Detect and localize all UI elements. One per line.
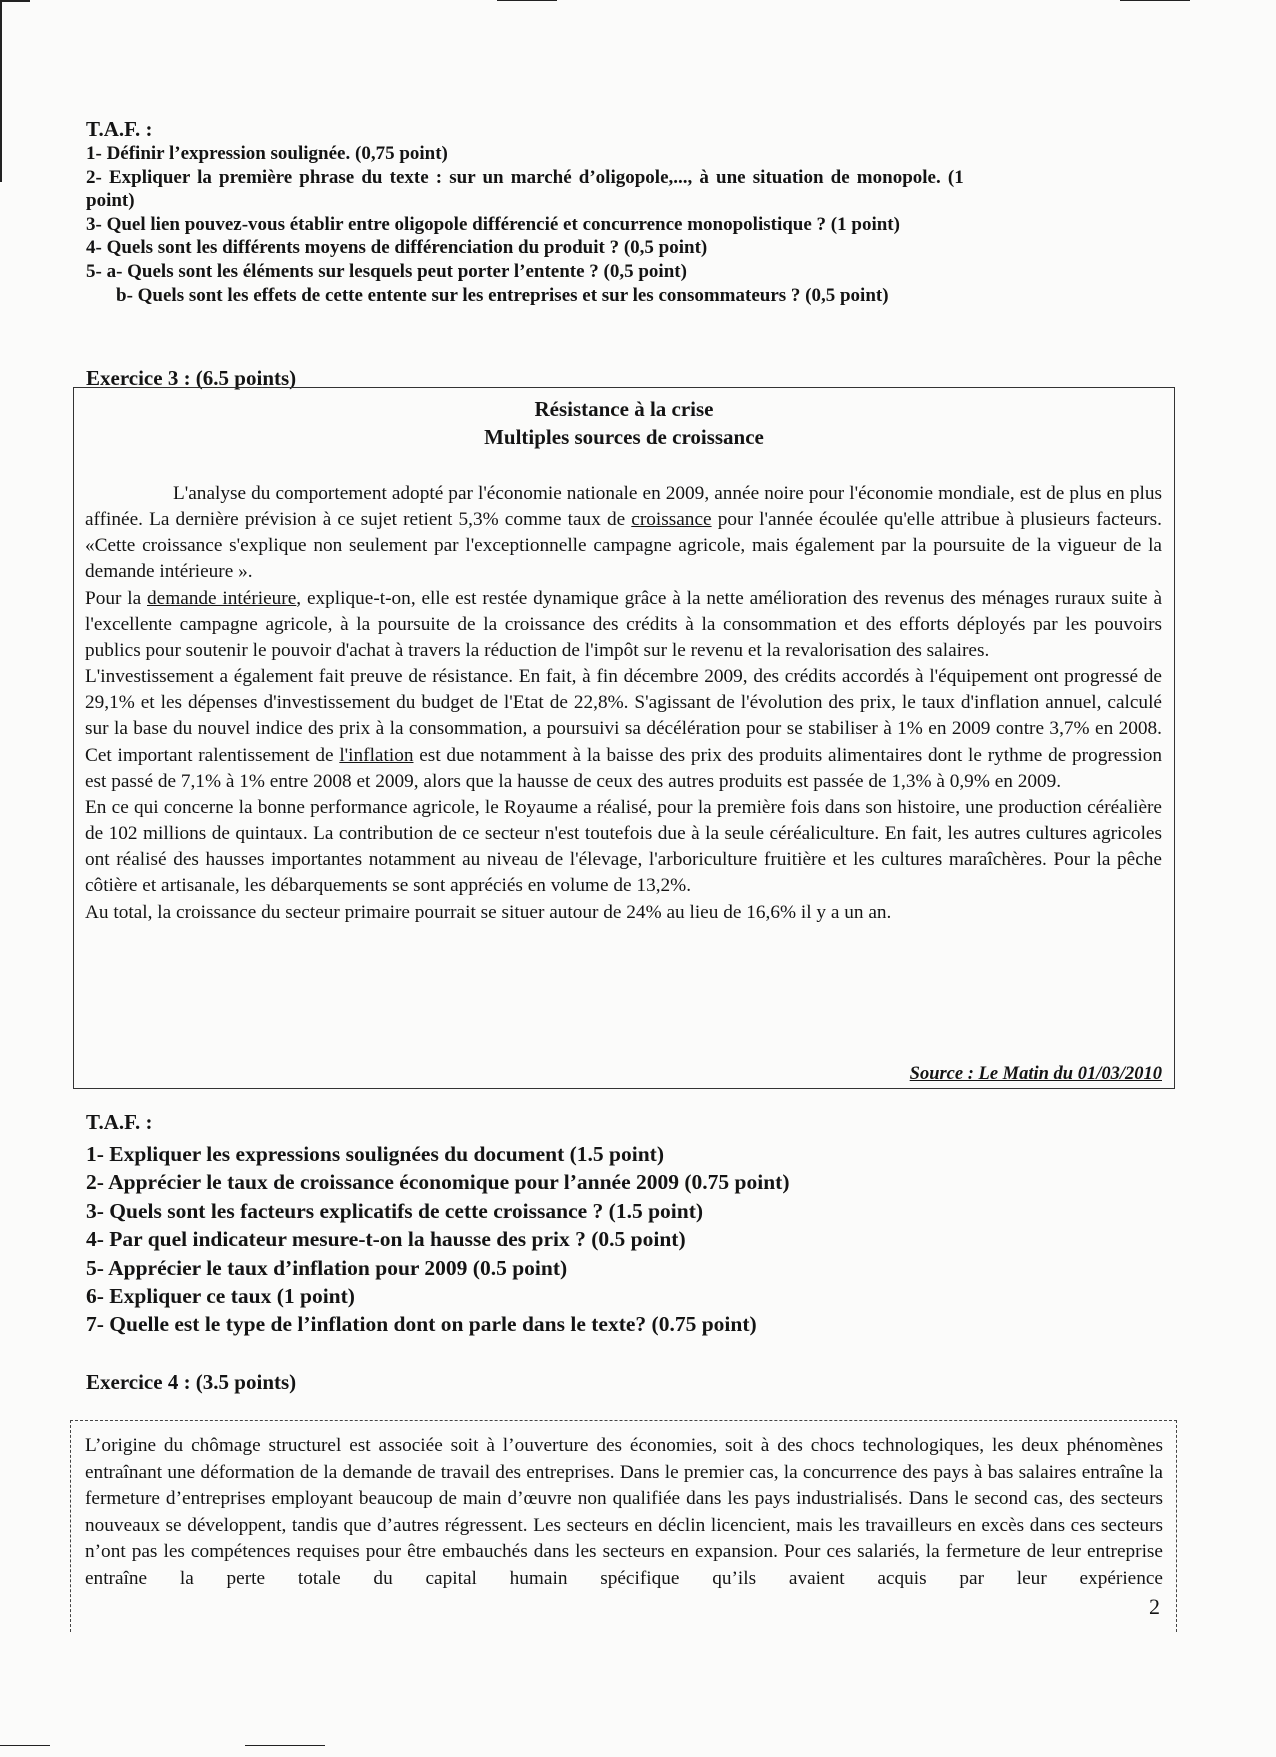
question-2: 2- Expliquer la première phrase du texte : sur un marché d’oligopole,..., à une situation de monopole. (1 bbox=[86, 166, 964, 188]
question-2-7: 7- Quelle est le type de l’inflation dont on parle dans le texte? (0.75 point) bbox=[86, 1312, 757, 1337]
document-title-line-2: Multiples sources de croissance bbox=[484, 425, 764, 449]
question-2-3: 3- Quels sont les facteurs explicatifs de cette croissance ? (1.5 point) bbox=[86, 1198, 704, 1223]
question-2-2: 2- Apprécier le taux de croissance économique pour l’année 2009 (0.75 point) bbox=[86, 1170, 790, 1195]
exercise-3-document-box bbox=[73, 387, 1175, 1089]
taf-label-1: T.A.F. : bbox=[86, 117, 153, 141]
question-4: 4- Quels sont les différents moyens de différenciation du produit ? (0,5 point) bbox=[86, 237, 708, 259]
scan-top-line bbox=[497, 0, 557, 1]
question-3: 3- Quel lien pouvez-vous établir entre oligopole différencié et concurrence monopolistique ? (1 point) bbox=[86, 213, 900, 235]
document-title bbox=[74, 395, 1174, 451]
scan-top-line-right bbox=[1120, 0, 1190, 1]
exercise-4-heading: Exercice 4 : (3.5 points) bbox=[86, 1370, 297, 1394]
document-source: Source : Le Matin du 01/03/2010 bbox=[909, 1064, 1162, 1084]
question-2-5: 5- Apprécier le taux d’inflation pour 2009 (0.5 point) bbox=[86, 1255, 568, 1280]
question-2-6: 6- Expliquer ce taux (1 point) bbox=[86, 1284, 355, 1309]
paragraph-2: Pour la demande intérieure, explique-t-on, elle est restée dynamique grâce à la nette amélioration des revenus des ménages ruraux suite à l'excellente campagne agricole, à la poursuite de la croissance des crédits à la consommation et des efforts déployés par les pouvoirs publics pour soutenir le pouvoir d'achat à travers la réduction de l'impôt sur le revenu et la revalorisation des salaires. bbox=[85, 587, 1163, 661]
scan-bottom-line bbox=[0, 1745, 50, 1746]
question-2-1: 1- Expliquer les expressions soulignées du document (1.5 point) bbox=[86, 1142, 664, 1166]
question-5a: 5- a- Quels sont les éléments sur lesquels peut porter l’entente ? (0,5 point) bbox=[86, 260, 687, 282]
scan-bottom-line-2 bbox=[245, 1745, 325, 1746]
question-2-cont: point) bbox=[86, 190, 135, 212]
exercise-4-document-box bbox=[70, 1420, 1177, 1632]
underlined-croissance: croissance bbox=[631, 509, 712, 531]
underlined-demande-interieure: demande intérieure bbox=[147, 587, 297, 609]
question-1: 1- Définir l’expression soulignée. (0,75 point) bbox=[86, 143, 448, 164]
paragraph-4: En ce qui concerne la bonne performance agricole, le Royaume a réalisé, pour la première fois dans son histoire, une production céréalière de 102 millions de quintaux. La contribution de ce secteur n'est toutefois due à la seule céréaliculture. En fait, les autres cultures agricoles ont réalisé des hausses importantes notamment au niveau de l'élevage, l'arboriculture fruitière et les cultures maraîchères. Pour la pêche côtière et artisanale, les débarquements se sont appréciés en volume de 13,2%. bbox=[85, 796, 1162, 897]
paragraph-1: L'analyse du comportement adopté par l'économie nationale en 2009, année noire pour l'économie mondiale, est de plus en plus affinée. La dernière prévision à ce sujet retient 5,3% comme taux de croissance pour l'année écoulée qu'elle attribue à plusieurs facteurs. «Cette croissance s'explique non seulement par l'exceptionnelle campagne agricole, mais également par la poursuite de la vigueur de la demande intérieure ». bbox=[85, 483, 1162, 583]
page-number: 2 bbox=[1149, 1594, 1160, 1619]
questions-list-1 bbox=[86, 142, 1186, 307]
scan-left-edge bbox=[0, 2, 2, 182]
paragraph-3: L'investissement a également fait preuve de résistance. En fait, à fin décembre 2009, des crédits accordés à l'équipement ont progressé de 29,1% et les dépenses d'investissement du budget de l'Etat de 22,8%. S'agissant de l'évolution des prix, le taux d'inflation annuel, calculé sur la base du nouvel indice des prix à la consommation, a poursuivi sa décélération pour se stabiliser à 1% en 2009 contre 3,7% en 2008. Cet important ralentissement de l'inflation est due notamment à la baisse des prix des produits alimentaires dont le rythme de progression est passé de 7,1% à 1% entre 2008 et 2009, alors que la hausse de ceux des autres produits est passée de 1,3% à 0,9% en 2009. bbox=[85, 666, 1162, 792]
question-5b: b- Quels sont les effets de cette entente sur les entreprises et sur les consommateurs ? (0,5 point) bbox=[116, 284, 889, 306]
exercise-3-heading: Exercice 3 : (6.5 points) bbox=[86, 366, 297, 390]
question-2-4: 4- Par quel indicateur mesure-t-on la hausse des prix ? (0.5 point) bbox=[86, 1227, 686, 1252]
underlined-inflation: l'inflation bbox=[339, 744, 414, 766]
taf-label-2: T.A.F. : bbox=[86, 1110, 153, 1134]
questions-list-2 bbox=[86, 1140, 1186, 1339]
scan-corner-line bbox=[0, 0, 30, 2]
document-title-line-1: Résistance à la crise bbox=[534, 397, 714, 421]
exercise-4-text: L’origine du chômage structurel est associée soit à l’ouverture des économies, soit à des chocs technologiques, les deux phénomènes entraînant une déformation de la demande de travail des entreprises. Dans le premier cas, la concurrence des pays à bas salaires entraîne la fermeture d’entreprises employant beaucoup de main d’œuvre non qualifiée dans les pays industrialisés. Dans le second cas, des secteurs nouveaux se développent, tandis que d’autres régressent. Les secteurs en déclin licencient, mais les travailleurs en excès dans ces secteurs n’ont pas les compétences requises pour être embauchés dans les secteurs en expansion. Pour ces salariés, la fermeture de leur entreprise entraîne la perte totale du capital humain spécifique qu’ils avaient acquis par leur expérience bbox=[85, 1435, 1163, 1589]
document-body bbox=[85, 481, 1162, 926]
paragraph-5: Au total, la croissance du secteur primaire pourrait se situer autour de 24% au lieu de 16,6% il y a un an. bbox=[85, 901, 892, 923]
